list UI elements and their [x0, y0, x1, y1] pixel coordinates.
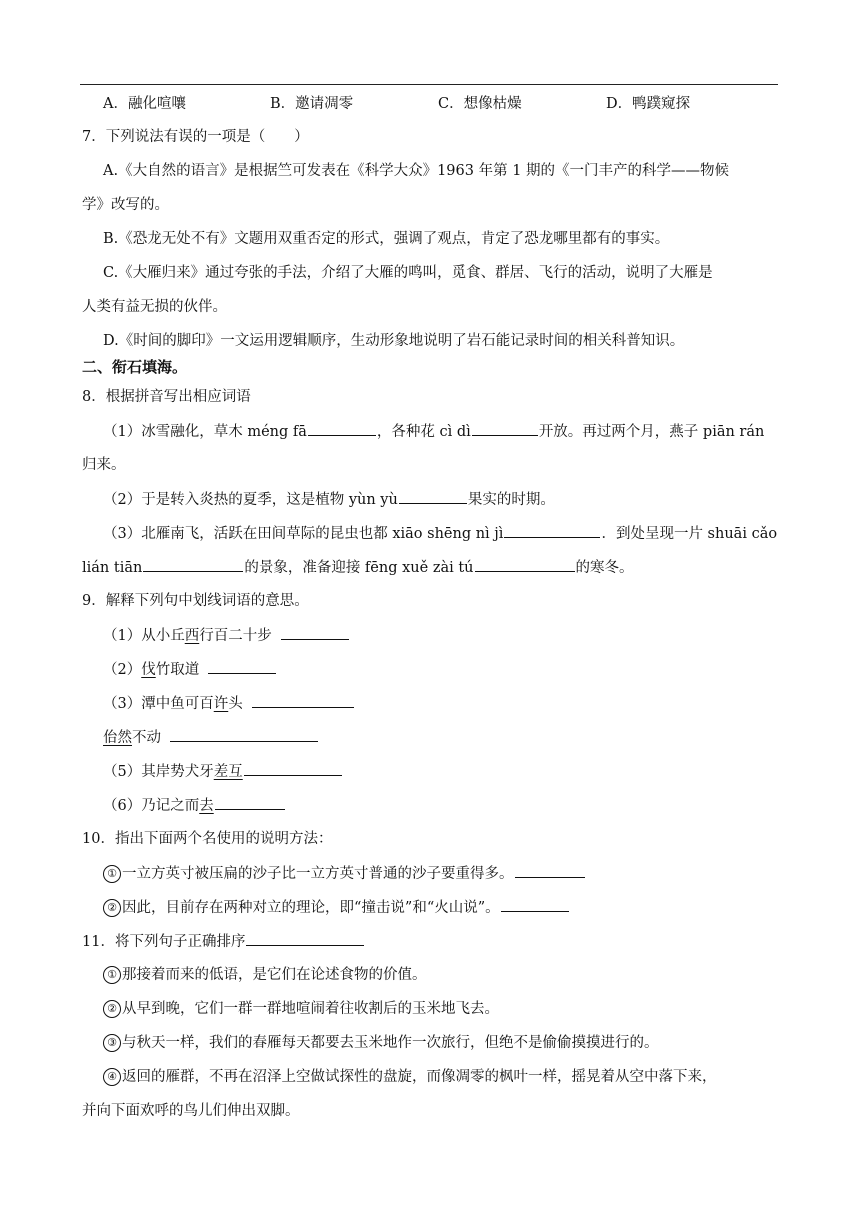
q8-1-text-c: 开放。再过两个月，燕子 piān rán — [538, 424, 765, 440]
answer-blank[interactable] — [281, 625, 349, 640]
q6-option-b: B．邀请凋零 — [270, 96, 354, 112]
circled-number: ③ — [103, 1034, 121, 1052]
q8-4-text-b: 的景象，准备迎接 fēng xuě zài tú — [244, 560, 474, 576]
q9-6-prefix: （6）乃记之而 — [103, 798, 200, 814]
q9-2-suffix: 竹取道 — [155, 662, 200, 678]
q8-4-text-a: lián tiān — [82, 560, 143, 576]
q9-2-underlined-word: 伐 — [141, 662, 156, 678]
q11-3-text: 与秋天一样，我们的春雁每天都要去玉米地作一次旅行，但绝不是偷偷摸摸进行的。 — [122, 1035, 659, 1051]
section-heading: 二、衔石填海。 — [82, 358, 188, 376]
q10-1-text: 一立方英寸被压扁的沙子比一立方英寸普通的沙子要重得多。 — [122, 866, 514, 882]
q11-stem-text: 11．将下列句子正确排序 — [82, 934, 246, 950]
q11-sentence-4 — [103, 1067, 717, 1087]
answer-blank[interactable] — [246, 931, 364, 946]
q7-option-b: B.《恐龙无处不有》文题用双重否定的形式，强调了观点，肯定了恐龙哪里都有的事实。 — [103, 231, 670, 247]
q11-sentence-4-cont: 并向下面欢呼的鸟儿们伸出双脚。 — [82, 1103, 300, 1119]
circled-number: ② — [103, 1000, 121, 1018]
circled-number: ① — [103, 865, 121, 883]
answer-blank[interactable] — [252, 693, 354, 708]
q9-1-prefix: （1）从小丘 — [103, 628, 185, 644]
circled-number: ② — [103, 899, 121, 917]
q11-sentence-3 — [103, 1033, 659, 1053]
q9-item-5 — [103, 761, 343, 782]
q9-item-2 — [103, 659, 277, 680]
answer-blank[interactable] — [308, 421, 376, 436]
q11-4-text: 返回的雁群，不再在沼泽上空做试探性的盘旋，而像凋零的枫叶一样，摇晃着从空中落下来， — [122, 1069, 717, 1085]
q8-line-2 — [103, 489, 555, 510]
q9-stem: 9．解释下列句中划线词语的意思。 — [82, 593, 309, 609]
q10-2-text: 因此，目前存在两种对立的理论，即“撞击说”和“火山说”。 — [122, 900, 500, 916]
answer-blank[interactable] — [515, 863, 585, 878]
answer-blank[interactable] — [244, 761, 342, 776]
q11-1-text: 那接着而来的低语，是它们在论述食物的价值。 — [122, 967, 427, 983]
q10-item-1 — [103, 863, 586, 884]
answer-blank[interactable] — [170, 727, 318, 742]
q9-3-prefix: （3）潭中鱼可百 — [103, 696, 214, 712]
q9-item-3 — [103, 693, 355, 714]
q6-option-a: A．融化喧嚷 — [103, 96, 186, 112]
answer-blank[interactable] — [215, 795, 285, 810]
q8-stem: 8．根据拼音写出相应词语 — [82, 389, 251, 405]
q9-2-prefix: （2） — [103, 662, 142, 678]
q8-3-text-a: （3）北雁南飞，活跃在田间草际的昆虫也都 xiāo shēng nì jì — [103, 526, 504, 542]
q7-option-d: D.《时间的脚印》一文运用逻辑顺序，生动形象地说明了岩石能记录时间的相关科普知识。 — [103, 333, 685, 349]
q9-1-underlined-word: 西 — [184, 628, 200, 644]
q11-2-text: 从早到晚，它们一群一群地喧闹着往收割后的玉米地飞去。 — [122, 1001, 499, 1017]
answer-blank[interactable] — [143, 557, 243, 572]
answer-blank[interactable] — [504, 523, 600, 538]
q8-line-3 — [103, 523, 777, 544]
answer-blank[interactable] — [472, 421, 538, 436]
q8-line-1 — [103, 421, 764, 442]
q11-stem — [82, 931, 365, 952]
q10-stem: 10．指出下面两个名使用的说明方法： — [82, 831, 333, 847]
q9-4-suffix: 不动 — [132, 730, 161, 746]
header-rule — [80, 84, 778, 85]
answer-blank[interactable] — [501, 897, 569, 912]
q9-6-underlined-word: 去 — [199, 798, 214, 814]
circled-number: ① — [103, 966, 121, 984]
q10-item-2 — [103, 897, 570, 918]
q7-option-a-line2: 学》改写的。 — [82, 197, 169, 213]
q11-sentence-1 — [103, 965, 427, 985]
q8-line-1-cont: 归来。 — [82, 457, 126, 473]
answer-blank[interactable] — [399, 489, 467, 504]
q9-5-prefix: （5）其岸势犬牙 — [103, 764, 214, 780]
q8-1-text-a: （1）冰雪融化，草木 méng fā — [103, 424, 307, 440]
q9-1-suffix: 行百二十步 — [199, 628, 272, 644]
q8-3-text-b: ．到处呈现一片 shuāi cǎo — [601, 526, 778, 542]
q9-3-underlined-word: 许 — [213, 696, 229, 712]
q6-option-c: C．想像枯燥 — [438, 96, 522, 112]
q9-item-6 — [103, 795, 286, 816]
q8-line-4 — [82, 557, 634, 578]
q9-item-1 — [103, 625, 350, 646]
q7-stem: 7．下列说法有误的一项是（ ） — [82, 129, 309, 145]
q9-3-suffix: 头 — [228, 696, 243, 712]
q7-option-a-line1: A.《大自然的语言》是根据竺可发表在《科学大众》1963 年第 1 期的《一门丰产的科学——物候 — [103, 163, 730, 179]
q8-4-text-c: 的寒冬。 — [575, 560, 634, 576]
q11-sentence-2 — [103, 999, 499, 1019]
circled-number: ④ — [103, 1068, 121, 1086]
q7-option-c-line1: C.《大雁归来》通过夸张的手法，介绍了大雁的鸣叫，觅食、群居、飞行的活动，说明了大雁是 — [103, 265, 713, 281]
q9-item-4 — [103, 727, 319, 748]
answer-blank[interactable] — [475, 557, 575, 572]
answer-blank[interactable] — [208, 659, 276, 674]
q7-option-c-line2: 人类有益无损的伙伴。 — [82, 299, 227, 315]
q9-4-underlined-word: 佁然 — [103, 730, 132, 746]
q8-2-text-a: （2）于是转入炎热的夏季，这是植物 yùn yù — [103, 492, 398, 508]
q8-2-text-b: 果实的时期。 — [467, 492, 555, 508]
q6-option-d: D．鸭蹼窥探 — [606, 96, 691, 112]
q9-5-underlined-word: 差互 — [213, 764, 243, 780]
q8-1-text-b: ，各种花 cì dì — [376, 424, 471, 440]
